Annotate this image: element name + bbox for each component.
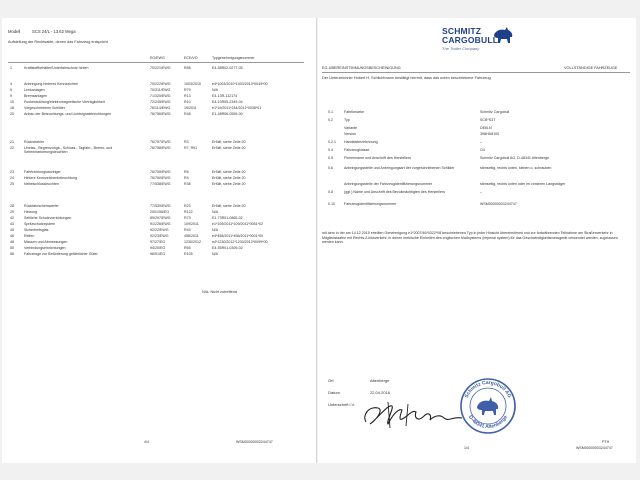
right-page-number: 1/4 — [464, 446, 469, 450]
row-eg-directive: 92/22/EWG — [150, 228, 169, 232]
row-eg-directive: 77/538/EWG — [150, 182, 171, 186]
row-number: 24 — [10, 176, 14, 180]
logo-line2: CARGOBULL — [442, 35, 499, 45]
row-approval-number: E4-55R01-0309-02 — [212, 246, 243, 250]
title-rule — [322, 72, 630, 73]
row-description: Fahrtrichtungsanzeiger — [24, 170, 61, 174]
row-eg-directive: 76/756/EWG — [150, 112, 171, 116]
detail-row — [318, 156, 636, 165]
detail-number: 0.2.1 — [328, 140, 336, 144]
row-approval-number: E1-73R01-0865-02 — [212, 216, 243, 220]
row-description: Kraftstoffbehälter/Unterfahrschutz hinten — [24, 66, 89, 70]
row-eg-directive: 97/27/EG — [150, 240, 166, 244]
handwritten-signature — [358, 396, 468, 434]
model-label: Modell — [8, 29, 21, 34]
row-number: 9 — [10, 94, 12, 98]
not-applicable-note: N/A: Nicht zutreffend — [202, 290, 237, 294]
row-ece-regulation: R6 — [184, 170, 189, 174]
row-description: Hintere Kennzeichenbeleuchtung — [24, 176, 77, 180]
row-description: Vorgeschriebene Schilder — [24, 106, 65, 110]
detail-number: 0.10 — [328, 202, 335, 206]
detail-value: WSM00000003244747 — [480, 202, 517, 206]
detail-label: Anbringungsstelle der Fahrzeugidentifizierungsnummer — [344, 182, 433, 186]
detail-row — [318, 202, 636, 211]
row-description: Verbindungseinrichtungen — [24, 246, 66, 250]
vin-footer: WSM00000003244747 — [236, 440, 273, 444]
row-approval-number: Erfüllt, siehe Zeile 20 — [212, 204, 246, 208]
row-number: 43 — [10, 222, 14, 226]
row-eg-directive: 77/539/EWG — [150, 204, 171, 208]
row-description: Lenkanlagen — [24, 88, 45, 92]
row-ece-regulation: R58 — [184, 66, 191, 70]
detail-value: DE6LN — [480, 126, 492, 130]
row-ece-regulation: R38 — [184, 182, 191, 186]
row-eg-directive: 92/23/EWG — [150, 234, 169, 238]
table-row — [2, 182, 316, 194]
row-description: Seitliche Schutzvorrichtungen — [24, 216, 72, 220]
row-approval-number: N/A — [212, 252, 218, 256]
row-description: Nebelschlussleuchten — [24, 182, 59, 186]
row-ece-regulation: R105 — [184, 252, 193, 256]
row-approval-number: N/A — [212, 210, 218, 214]
row-approval-number: E1-48R06-0559-00 — [212, 112, 243, 116]
detail-value: stirnseitig, rechts unten oder im vorderen Langsträger — [480, 182, 566, 186]
detail-number: 0.5 — [328, 156, 333, 160]
detail-number: 0.4 — [328, 148, 333, 152]
row-description: Sicherheitsglas — [24, 228, 49, 232]
row-ece-regulation: R55 — [184, 246, 191, 250]
row-ece-regulation: R43 — [184, 228, 191, 232]
row-eg-directive: 71/320/EWG — [150, 94, 171, 98]
detail-label: Handelsbezeichnung — [344, 140, 378, 144]
row-approval-number: Erfüllt, siehe Zeile 20 — [212, 176, 246, 180]
row-number: 50 — [10, 246, 14, 250]
row-number: 23 — [10, 170, 14, 174]
row-ece-regulation: R73 — [184, 216, 191, 220]
row-ece-regulation: R13 — [184, 94, 191, 98]
row-eg-directive: 70/222/EWG — [150, 82, 171, 86]
row-approval-number: E4-13R-112174 — [212, 94, 238, 98]
row-number: 56 — [10, 252, 14, 256]
row-approval-number: e4*1003/2010*1003/2010*0049*00 — [212, 82, 268, 86]
row-approval-number: N/A — [212, 88, 218, 92]
table-row — [2, 146, 316, 158]
detail-label: Firmenname und Anschrift des Herstellers — [344, 156, 411, 160]
row-description: Bremsanlagen — [24, 94, 48, 98]
row-eg-directive: 76/114/EWG — [150, 106, 171, 110]
row-eg-directive: 76/759/EWG — [150, 170, 171, 174]
row-number: 28 — [10, 204, 14, 208]
row-eg-directive: 2001/56/EG — [150, 210, 170, 214]
table-row — [2, 112, 316, 124]
row-eg-directive: 76/760/EWG — [150, 176, 171, 180]
detail-number: 0.2 — [328, 118, 333, 122]
row-ece-regulation: R10 — [184, 100, 191, 104]
column-header-approval: Typgenehmigungsnummer — [212, 56, 255, 60]
detail-label: Fabrikmarke — [344, 110, 364, 114]
table-row — [2, 66, 316, 78]
row-eg-directive: 76/757/EWG — [150, 140, 171, 144]
row-ece-regulation: R3 — [184, 140, 189, 144]
date-label: Datum — [328, 390, 340, 395]
detail-value: Schmitz Cargobull — [480, 110, 510, 114]
row-number: 20 — [10, 112, 14, 116]
certificate-title: EG-ÜBEREINSTIMMUNGSBESCHEINIGUNG — [322, 66, 401, 70]
detail-value: SCB*S3T — [480, 118, 496, 122]
conformity-certificate-page-right — [318, 18, 636, 463]
row-number: 18 — [10, 106, 14, 110]
row-number: 22 — [10, 146, 14, 150]
row-eg-directive: 70/311/EWG — [150, 88, 171, 92]
detail-number: 0.6 — [328, 166, 333, 170]
header-rule — [8, 62, 304, 63]
detail-number: 0.1 — [328, 110, 333, 114]
row-description: Anbau der Beleuchtungs- und Lichtsignaleinrichtungen — [24, 112, 112, 116]
page-number: 4/4 — [144, 440, 149, 444]
row-approval-number: E4-10R05-2349-04 — [212, 100, 243, 104]
right-vin-footer: WSM00000003244747 — [576, 446, 613, 450]
schmitz-cargobull-logo — [436, 24, 526, 56]
company-stamp — [458, 376, 518, 436]
row-approval-number: N/A — [212, 228, 218, 232]
row-eg-directive: 76/758/EWG — [150, 146, 171, 150]
detail-value: – — [480, 140, 482, 144]
row-number: 10 — [10, 100, 14, 104]
row-eg-directive: 91/226/EWG — [150, 222, 171, 226]
row-approval-number: e1*19/2011*244/2012*0038*01 — [212, 106, 262, 110]
row-number: 42 — [10, 216, 14, 220]
detail-label: Anbringungsstelle und Anbringungsart der vorgeschriebenen Schilder — [344, 166, 455, 170]
logo-line1: SCHMITZ — [442, 26, 482, 36]
table-row — [2, 252, 316, 264]
row-number: 48 — [10, 240, 14, 244]
row-eg-directive: 94/20/EG — [150, 246, 166, 250]
detail-value: O4 — [480, 148, 485, 152]
row-approval-number: e4*1230/2012*1230/2012*0099*00 — [212, 240, 268, 244]
row-description: Heizung — [24, 210, 38, 214]
row-description: Anbringung hinteres Kennzeichen — [24, 82, 78, 86]
regulations-intro: Aufstellung der Rechtsakte, denen das Fahrzeug entspricht — [8, 40, 108, 44]
stamp-bottom-text: D-48341 Altenberge — [466, 414, 509, 431]
row-number: 29 — [10, 210, 14, 214]
detail-label: Variante — [344, 126, 358, 130]
signature-label: Unterschrift i.V. — [328, 402, 355, 407]
detail-number: 0.8 — [328, 190, 333, 194]
row-number: 4 — [10, 82, 12, 86]
row-approval-number: E4-58R02-0277-05 — [212, 66, 243, 70]
detail-value: 398HD8100 — [480, 132, 500, 136]
row-number: 46 — [10, 234, 14, 238]
row-eg-directive: 89/297/EWG — [150, 216, 171, 220]
row-ece-regulation: 19/2011 — [184, 106, 197, 110]
date-value: 22.04.2016 — [370, 390, 391, 395]
detail-value: stirnseitig, rechts unten, kleben o. schrauben — [480, 166, 552, 170]
place-value: Altenberge — [370, 378, 390, 383]
detail-label: Fahrzeugklasse — [344, 148, 370, 152]
right-page-code: PTH — [602, 440, 610, 444]
row-number: 45 — [10, 228, 14, 232]
conformity-statement: mit dem in der am 14.12.2015 erteilten Genehmigung e1*2007/46*0322*08 beschriebenen Typ in jeder Hinsicht übereinstimmt und zur fortwährenden Teilnahme am Straßenverkehr in Mitgliedstaaten mit Rechts-/Linksverkehr, in denen metrische Einheiten des englischen Maßsystems (imperial system) für das Geschwindigkeitsmessgerät verwendet werden, zugelassen werden kann. — [322, 231, 618, 245]
detail-label: Typ — [344, 118, 350, 122]
detail-label: Version — [344, 132, 356, 136]
row-approval-number: Erfüllt, siehe Zeile 20 — [212, 146, 246, 150]
row-approval-number: Erfüllt, siehe Zeile 20 — [212, 140, 246, 144]
row-description: Spritzschutzsystem — [24, 222, 55, 226]
row-eg-directive: 70/221/EWG — [150, 66, 171, 70]
row-ece-regulation: R7, R91 — [184, 146, 198, 150]
column-header-ece: ECE/VO — [184, 56, 198, 60]
row-description: Rückstrahler — [24, 140, 45, 144]
detail-value: – — [480, 190, 482, 194]
row-description: Massen und Abmessungen — [24, 240, 68, 244]
row-ece-regulation: 1003/2010 — [184, 82, 201, 86]
row-number: 25 — [10, 182, 14, 186]
detail-row — [318, 190, 636, 199]
row-approval-number: Erfüllt, siehe Zeile 20 — [212, 170, 246, 174]
bull-icon — [492, 26, 514, 46]
row-ece-regulation: R4 — [184, 176, 189, 180]
row-ece-regulation: R48 — [184, 112, 191, 116]
model-value: SCS 24/L - 13.62 Mega — [32, 29, 76, 34]
row-eg-directive: 72/245/EWG — [150, 100, 171, 104]
detail-label: Fahrzeugidentifizierungsnummer — [344, 202, 397, 206]
row-approval-number: e4*458/2011*458/2011*0001*00 — [212, 234, 264, 238]
detail-label: (ggf.) Name und Anschrift des Bevollmächtigten des Herstellers — [344, 190, 445, 194]
svg-text:Schmitz Cargobull AG — [464, 380, 513, 399]
detail-value: Schmitz Cargobull AG, D-48341 Altenberge — [480, 156, 550, 160]
row-eg-directive: 98/91/EG — [150, 252, 166, 256]
logo-tagline: The Trailer Company — [442, 46, 480, 51]
row-number: 1 — [10, 66, 12, 70]
row-ece-regulation: R79 — [184, 88, 191, 92]
row-description: Funkentstörung/elektromagnetische Verträglichkeit — [24, 100, 105, 104]
row-number: 21 — [10, 140, 14, 144]
row-ece-regulation: R23 — [184, 204, 191, 208]
row-description: Reifen — [24, 234, 35, 238]
vehicle-category-title: VOLLSTÄNDIGE FAHRZEUGE — [564, 66, 618, 70]
conformity-certificate-page-left — [2, 18, 317, 463]
row-description: Rückfahrscheinwerfer — [24, 204, 59, 208]
detail-row — [318, 166, 636, 175]
row-ece-regulation: R122 — [184, 210, 193, 214]
stamp-top-text: Schmitz Cargobull AG — [463, 379, 513, 400]
row-description: Fahrzeuge zur Beförderung gefährlicher Güter — [24, 252, 98, 256]
row-ece-regulation: 109/2011 — [184, 222, 199, 226]
row-number: 5 — [10, 88, 12, 92]
column-header-eg: EG/EWG — [150, 56, 165, 60]
row-description: Umriss-, Begrenzungs-, Schluss-, Tagfahr-, Brems- und Seitenmarkierungsleuchten — [24, 146, 113, 155]
row-approval-number: Erfüllt, siehe Zeile 20 — [212, 182, 246, 186]
row-approval-number: e1*109/2011*109/2011*0051*02 — [212, 222, 264, 226]
row-ece-regulation: 458/2011 — [184, 234, 199, 238]
certificate-intro: Der Unterzeichner Hubert H. Schlichtmann bestätigt hiermit, dass das unten beschriebene Fahrzeug — [322, 76, 491, 80]
row-ece-regulation: 1230/2012 — [184, 240, 201, 244]
place-label: Ort — [328, 378, 334, 383]
